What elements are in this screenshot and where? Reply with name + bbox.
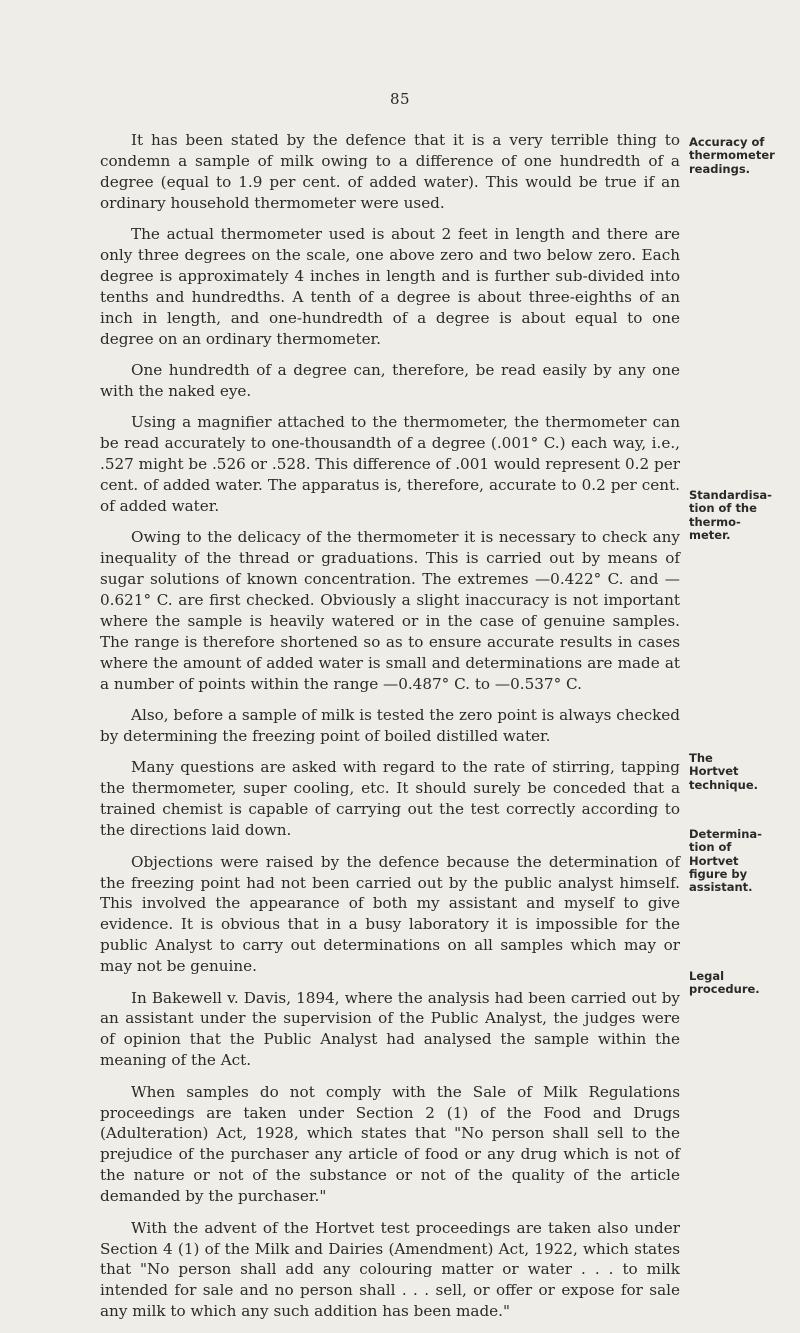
side-note-line: Determina- bbox=[689, 827, 762, 841]
side-note-line: procedure. bbox=[689, 982, 760, 997]
side-note-line: Legal bbox=[689, 969, 725, 983]
side-note-determination bbox=[689, 828, 789, 894]
paragraph-thermometer-description: The actual thermometer used is about 2 feet in length and there are only three degrees on the scale, one above zero and two below zero. Each degree is approximately 4 inches in length and is further sub-divided into tenths and hundredths. A tenth of a degree is about three-eighths of an inch in length, and one-hundredth of a degree is about equal to one degree on an ordinary thermometer. bbox=[100, 225, 680, 348]
paragraph-bakewell-v-davis: In Bakewell v. Davis, 1894, where the analysis had been carried out by an assistant under the supervision of the Public Analyst, the judges were of opinion that the Public Analyst had analysed the sample within the meaning of the Act. bbox=[100, 988, 680, 1070]
side-note-line: Hortvet bbox=[689, 853, 739, 868]
body-text bbox=[100, 130, 680, 1333]
side-note-line: thermo- bbox=[689, 514, 741, 529]
side-note-legal-procedure bbox=[689, 970, 789, 997]
paragraph-technique: Many questions are asked with regard to the rate of stirring, tapping the thermometer, super cooling, etc. It should surely be conceded that a trained chemist is capable of carrying out the test correctly according to the directions laid down. bbox=[100, 758, 680, 840]
page-number: 85 bbox=[389, 90, 411, 108]
side-note-line: meter. bbox=[689, 527, 731, 542]
side-note-line: Accuracy of bbox=[689, 135, 765, 149]
side-note-line: tion of bbox=[689, 840, 732, 855]
side-note-line: Hortvet bbox=[689, 764, 739, 779]
paragraph-hortvet-proceedings: With the advent of the Hortvet test proceedings are taken also under Section 4 (1) of the Milk and Dairies (Amendment) Act, 1922, which states that "No person shall add any colouring matter or water . . . to milk intended for sale and no person shall . . . sell, or offer or expose for sale any milk to which any such addition has been made." bbox=[100, 1218, 680, 1321]
paragraph-objections: Objections were raised by the defence because the determination of the freezing point had not been carried out by the public analyst himself. This involved the appearance of both my assistant and myself to give evidence. It is obvious that in a busy laboratory it is impossible for the public Analyst to carry out determinations on all samples which may or may not be genuine. bbox=[100, 852, 680, 976]
side-note-line: tion of the bbox=[689, 501, 757, 516]
side-note-line: assistant. bbox=[689, 880, 753, 895]
paragraph-zero-point: Also, before a sample of milk is tested the zero point is always checked by determining the freezing point of boiled distilled water. bbox=[100, 706, 680, 746]
side-note-line: technique. bbox=[689, 777, 759, 792]
paragraph-accuracy: It has been stated by the defence that it is a very terrible thing to condemn a sample of milk owing to a difference of one hundredth of a degree (equal to 1.9 per cent. of added water). This would be true if an ordinary household thermometer were used. bbox=[100, 131, 680, 212]
paragraph-standardisation: Owing to the delicacy of the thermometer it is necessary to check any inequality of the thread or graduations. This is carried out by means of sugar solutions of known concentration. The extremes —0.422° C. and —0.621° C. are first checked. Obviously a slight inaccuracy is not important where the sample is heavily watered or in the case of genuine samples. The range is therefore shortened so as to ensure accurate results in cases where the amount of added water is small and determinations are made at a number of points within the range —0.487° C. to —0.537° C. bbox=[100, 528, 680, 693]
side-note-line: Standardisa- bbox=[689, 488, 772, 502]
side-note-line: thermometer bbox=[689, 148, 775, 163]
side-note-line: readings. bbox=[689, 161, 751, 176]
side-note-accuracy bbox=[689, 136, 789, 176]
side-note-line: figure by bbox=[689, 866, 748, 881]
side-note-standardisation bbox=[689, 489, 789, 542]
paragraph-legal-procedure: When samples do not comply with the Sale of Milk Regulations proceedings are taken under Section 2 (1) of the Food and Drugs (Adulteration) Act, 1928, which states that "No person shall sell to the prejudice of the purchaser any article of food or any drug which is not of the nature or not of the substance or not of the quality of the article demanded by the purchaser." bbox=[100, 1082, 680, 1206]
paragraph-naked-eye: One hundredth of a degree can, therefore, be read easily by any one with the naked eye. bbox=[100, 361, 680, 400]
side-note-hortvet-technique bbox=[689, 752, 789, 792]
paragraph-magnifier: Using a magnifier attached to the thermometer, the thermometer can be read accurately to one-thousandth of a degree (.001° C.) each way, i.e., .527 might be .526 or .528. This difference of .001 would represent 0.2 per cent. of added water. The apparatus is, therefore, accurate to 0.2 per cent. of added water. bbox=[100, 413, 680, 515]
side-note-line: The bbox=[689, 751, 713, 765]
